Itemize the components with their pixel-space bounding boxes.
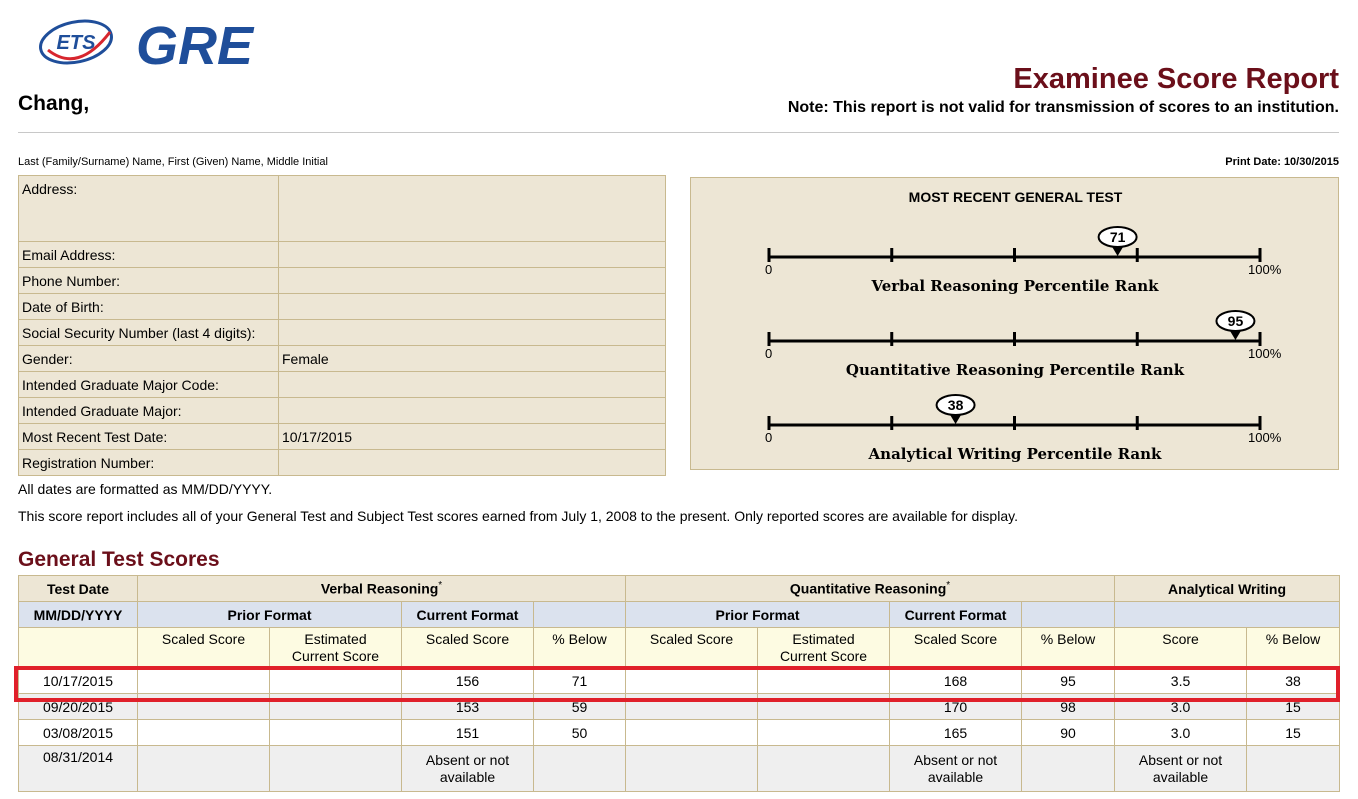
dob-label: Date of Birth:	[19, 294, 279, 320]
cell	[138, 720, 270, 746]
table-row	[19, 668, 1340, 694]
quant-asterisk: *	[946, 580, 951, 592]
header-row-formats	[19, 602, 1340, 628]
header-row-columns	[19, 628, 1340, 668]
cell	[270, 720, 402, 746]
header-writing-blank	[1115, 602, 1340, 628]
header-verbal-prior: Prior Format	[138, 602, 402, 628]
cell	[138, 694, 270, 720]
info-row-dob	[19, 294, 666, 320]
estimated-line-2: Current Score	[291, 648, 380, 664]
cell	[1022, 746, 1115, 792]
cell	[758, 668, 890, 694]
cell: 3.0	[1115, 720, 1247, 746]
registration-value	[279, 450, 666, 476]
general-test-scores-heading: General Test Scores	[18, 548, 220, 571]
header-date-format: MM/DD/YYYY	[19, 602, 138, 628]
dob-value	[279, 294, 666, 320]
header-empty	[19, 628, 138, 668]
header-quant-label: Quantitative Reasoning	[789, 580, 947, 597]
cell	[138, 668, 270, 694]
cell: Absent or not available	[1115, 746, 1247, 792]
cell: 71	[534, 668, 626, 694]
examinee-name: Chang,	[18, 92, 90, 115]
cell: 165	[890, 720, 1022, 746]
logo-ets-text: ETS	[56, 32, 96, 54]
gender-value: Female	[279, 346, 666, 372]
major-code-label: Intended Graduate Major Code:	[19, 372, 279, 398]
cell	[270, 668, 402, 694]
verbal-max-label: 100%	[1248, 262, 1282, 277]
cell: 59	[534, 694, 626, 720]
cell: Absent or not available	[402, 746, 534, 792]
col-writing-score: Score	[1115, 628, 1247, 668]
cell: 15	[1247, 720, 1340, 746]
cell	[1247, 746, 1340, 792]
ets-gre-logo	[38, 12, 268, 72]
cell: 90	[1022, 720, 1115, 746]
quant-marker-value: 95	[1227, 313, 1244, 329]
examinee-info-table	[18, 175, 666, 476]
cell	[626, 746, 758, 792]
test-date-label: Most Recent Test Date:	[19, 424, 279, 450]
ssn-label: Social Security Number (last 4 digits):	[19, 320, 279, 346]
table-row	[19, 720, 1340, 746]
report-title: Examinee Score Report	[1013, 63, 1339, 95]
dates-format-note: All dates are formatted as MM/DD/YYYY.	[18, 481, 273, 497]
ets-gre-logo-graphic	[38, 12, 268, 72]
header-verbal	[138, 576, 626, 602]
cell	[270, 746, 402, 792]
info-row-major-code	[19, 372, 666, 398]
cell: 156	[402, 668, 534, 694]
cell	[138, 746, 270, 792]
cell	[626, 720, 758, 746]
col-verbal-prior-scaled: Scaled Score	[138, 628, 270, 668]
general-test-scores-table	[18, 575, 1340, 792]
col-verbal-below: % Below	[534, 628, 626, 668]
info-row-ssn	[19, 320, 666, 346]
header-writing: Analytical Writing	[1115, 576, 1340, 602]
phone-value	[279, 268, 666, 294]
cell: 38	[1247, 668, 1340, 694]
major-value	[279, 398, 666, 424]
verbal-scale-label: Verbal Reasoning Percentile Rank	[871, 277, 1159, 295]
header-quant-current: Current Format	[890, 602, 1022, 628]
ssn-value	[279, 320, 666, 346]
verbal-marker-value: 71	[1109, 229, 1126, 245]
header-divider	[18, 132, 1339, 133]
writing-min-label: 0	[765, 430, 773, 445]
writing-marker-value: 38	[947, 397, 964, 413]
cell-test-date: 10/17/2015	[19, 668, 138, 694]
verbal-min-label: 0	[765, 262, 773, 277]
header-verbal-blank	[534, 602, 626, 628]
cell: 170	[890, 694, 1022, 720]
name-format-caption: Last (Family/Surname) Name, First (Given) Name, Middle Initial	[18, 156, 328, 168]
table-row	[19, 746, 1340, 792]
test-date-value: 10/17/2015	[279, 424, 666, 450]
quant-scale-label: Quantitative Reasoning Percentile Rank	[845, 361, 1185, 379]
info-row-major	[19, 398, 666, 424]
col-verbal-prior-estimated	[270, 628, 402, 668]
col-quant-prior-estimated	[758, 628, 890, 668]
info-row-email	[19, 242, 666, 268]
logo-gre-text: GRE	[136, 16, 254, 72]
report-note: Note: This report is not valid for transmission of scores to an institution.	[787, 99, 1339, 116]
col-quant-current-scaled: Scaled Score	[890, 628, 1022, 668]
info-row-registration	[19, 450, 666, 476]
cell	[626, 668, 758, 694]
cell: 153	[402, 694, 534, 720]
info-row-phone	[19, 268, 666, 294]
cell: 98	[1022, 694, 1115, 720]
estimated-line-1: Estimated	[792, 631, 855, 647]
header-test-date: Test Date	[19, 576, 138, 602]
quant-marker-pointer	[1229, 330, 1241, 340]
percentile-scales	[691, 178, 1338, 469]
writing-max-label: 100%	[1248, 430, 1282, 445]
writing-scale-label: Analytical Writing Percentile Rank	[868, 445, 1162, 463]
estimated-line-1: Estimated	[304, 631, 367, 647]
cell: 3.0	[1115, 694, 1247, 720]
cell: 50	[534, 720, 626, 746]
cell	[270, 694, 402, 720]
print-date: Print Date: 10/30/2015	[1225, 156, 1339, 168]
col-writing-below: % Below	[1247, 628, 1340, 668]
header-quant	[626, 576, 1115, 602]
percentile-panel-title: MOST RECENT GENERAL TEST	[908, 189, 1123, 205]
col-verbal-current-scaled: Scaled Score	[402, 628, 534, 668]
verbal-marker-pointer	[1112, 246, 1124, 256]
verbal-asterisk: *	[438, 580, 443, 592]
phone-label: Phone Number:	[19, 268, 279, 294]
cell: 95	[1022, 668, 1115, 694]
col-quant-prior-scaled: Scaled Score	[626, 628, 758, 668]
cell	[758, 694, 890, 720]
cell: Absent or not available	[890, 746, 1022, 792]
cell: 3.5	[1115, 668, 1247, 694]
header-verbal-label: Verbal Reasoning	[320, 580, 439, 597]
registration-label: Registration Number:	[19, 450, 279, 476]
percentile-panel	[690, 177, 1339, 470]
info-row-address	[19, 176, 666, 242]
cell: 168	[890, 668, 1022, 694]
cell: 15	[1247, 694, 1340, 720]
gender-label: Gender:	[19, 346, 279, 372]
email-label: Email Address:	[19, 242, 279, 268]
scores-scope-note: This score report includes all of your General Test and Subject Test scores earned from July 1, 2008 to the present. Only reported scores are available for display.	[18, 508, 1018, 524]
header-verbal-current: Current Format	[402, 602, 534, 628]
cell-test-date: 09/20/2015	[19, 694, 138, 720]
address-value	[279, 176, 666, 242]
cell-test-date: 03/08/2015	[19, 720, 138, 746]
col-quant-below: % Below	[1022, 628, 1115, 668]
header-quant-prior: Prior Format	[626, 602, 890, 628]
header-quant-blank	[1022, 602, 1115, 628]
table-row	[19, 694, 1340, 720]
major-code-value	[279, 372, 666, 398]
cell	[626, 694, 758, 720]
quant-max-label: 100%	[1248, 346, 1282, 361]
header-row-sections	[19, 576, 1340, 602]
cell	[534, 746, 626, 792]
cell	[758, 746, 890, 792]
info-row-gender	[19, 346, 666, 372]
cell-test-date: 08/31/2014	[19, 746, 138, 792]
address-label: Address:	[19, 176, 279, 242]
estimated-line-2: Current Score	[779, 648, 868, 664]
email-value	[279, 242, 666, 268]
cell: 151	[402, 720, 534, 746]
cell	[758, 720, 890, 746]
info-row-test-date	[19, 424, 666, 450]
writing-marker-pointer	[950, 414, 962, 424]
major-label: Intended Graduate Major:	[19, 398, 279, 424]
quant-min-label: 0	[765, 346, 773, 361]
